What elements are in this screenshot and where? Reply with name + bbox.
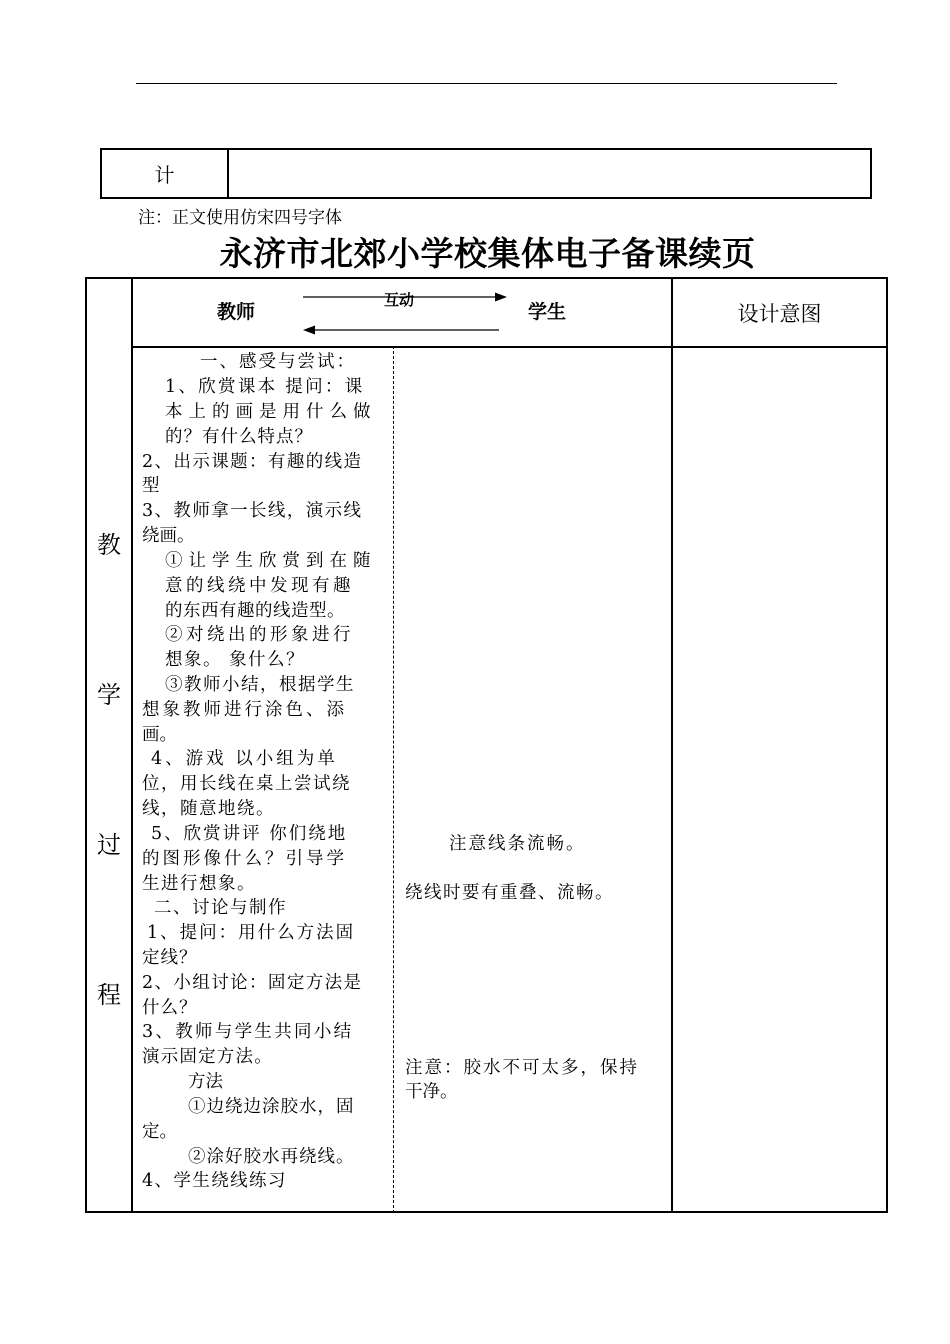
teacher-line: 演示固定方法。 bbox=[142, 1047, 273, 1067]
side-label-char: 过 bbox=[97, 831, 121, 859]
teacher-line: 定线？ bbox=[142, 948, 198, 968]
design-label-cell: 计 bbox=[102, 150, 229, 197]
page-title: 永济市北郊小学校集体电子备课续页 bbox=[219, 234, 756, 273]
font-note: 注：正文使用仿宋四号字体 bbox=[138, 208, 342, 228]
teacher-line: 4、游戏 以小组为单 bbox=[151, 749, 338, 769]
interaction-arrows-icon bbox=[297, 289, 507, 339]
teacher-line: 2、小组讨论：固定方法是 bbox=[142, 973, 363, 993]
teacher-line: 本上的画是用什么做 bbox=[165, 402, 377, 422]
teacher-line: 绕画。 bbox=[142, 526, 195, 546]
column-divider bbox=[131, 279, 133, 1211]
teacher-line: 二、讨论与制作 bbox=[154, 898, 287, 918]
header-student: 学生 bbox=[528, 301, 567, 323]
teacher-line: ③教师小结，根据学生 bbox=[165, 675, 355, 695]
student-line: 注意：胶水不可太多，保持 bbox=[405, 1058, 639, 1078]
teacher-line: 方法 bbox=[188, 1072, 223, 1092]
teacher-line: 意的线绕中发现有趣 bbox=[165, 576, 354, 596]
header-divider bbox=[131, 346, 888, 348]
teacher-line: ①边绕边涂胶水，固 bbox=[188, 1097, 355, 1117]
side-label-char: 程 bbox=[97, 981, 121, 1009]
teacher-line: 位，用长线在桌上尝试绕 bbox=[142, 774, 351, 794]
teacher-line: 3、教师拿一长线，演示线 bbox=[142, 501, 363, 521]
column-divider bbox=[671, 279, 673, 1211]
teacher-line: ②涂好胶水再绕线。 bbox=[188, 1147, 355, 1167]
teacher-line: 2、出示课题：有趣的线造 bbox=[142, 452, 363, 472]
teacher-line: ②对绕出的形象进行 bbox=[165, 625, 354, 645]
teacher-line: 的图形像什么？引导学 bbox=[142, 849, 347, 869]
teacher-line: 3、教师与学生共同小结 bbox=[142, 1022, 354, 1042]
dashed-divider bbox=[393, 346, 394, 1213]
teacher-line: 5、欣赏讲评 你们绕地 bbox=[151, 824, 348, 844]
teacher-line: 生进行想象。 bbox=[142, 874, 256, 894]
teacher-line: 想象教师进行涂色、添 bbox=[142, 700, 347, 720]
student-line: 绕线时要有重叠、流畅。 bbox=[405, 883, 614, 903]
teacher-line: 的？有什么特点？ bbox=[165, 427, 313, 447]
header-teacher: 教师 bbox=[217, 301, 256, 323]
design-table-fragment bbox=[100, 148, 872, 199]
teacher-line: 1、提问：用什么方法固 bbox=[147, 923, 356, 943]
side-label-char: 教 bbox=[97, 531, 121, 559]
header-design-intent: 设计意图 bbox=[737, 301, 822, 326]
teacher-line: 想象。 象什么？ bbox=[165, 650, 306, 670]
header-rule bbox=[136, 83, 837, 84]
teacher-line: 定。 bbox=[142, 1122, 177, 1142]
teacher-line: 4、学生绕线练习 bbox=[142, 1171, 287, 1191]
student-line: 干净。 bbox=[405, 1082, 458, 1102]
teacher-line: 型 bbox=[142, 476, 160, 496]
lesson-table bbox=[85, 277, 888, 1213]
teacher-line: ①让学生欣赏到在随 bbox=[165, 551, 377, 571]
teacher-line: 一、感受与尝试： bbox=[200, 352, 356, 372]
side-label-char: 学 bbox=[97, 681, 121, 709]
teacher-line: 画。 bbox=[142, 725, 177, 745]
teacher-line: 1、欣赏课本 提问：课 bbox=[165, 377, 365, 397]
teacher-line: 线，随意地绕。 bbox=[142, 799, 275, 819]
student-line: 注意线条流畅。 bbox=[449, 834, 586, 854]
header-interaction: 互动 bbox=[384, 291, 415, 309]
teacher-line: 的东西有趣的线造型。 bbox=[165, 601, 345, 621]
teacher-line: 什么？ bbox=[142, 998, 198, 1018]
